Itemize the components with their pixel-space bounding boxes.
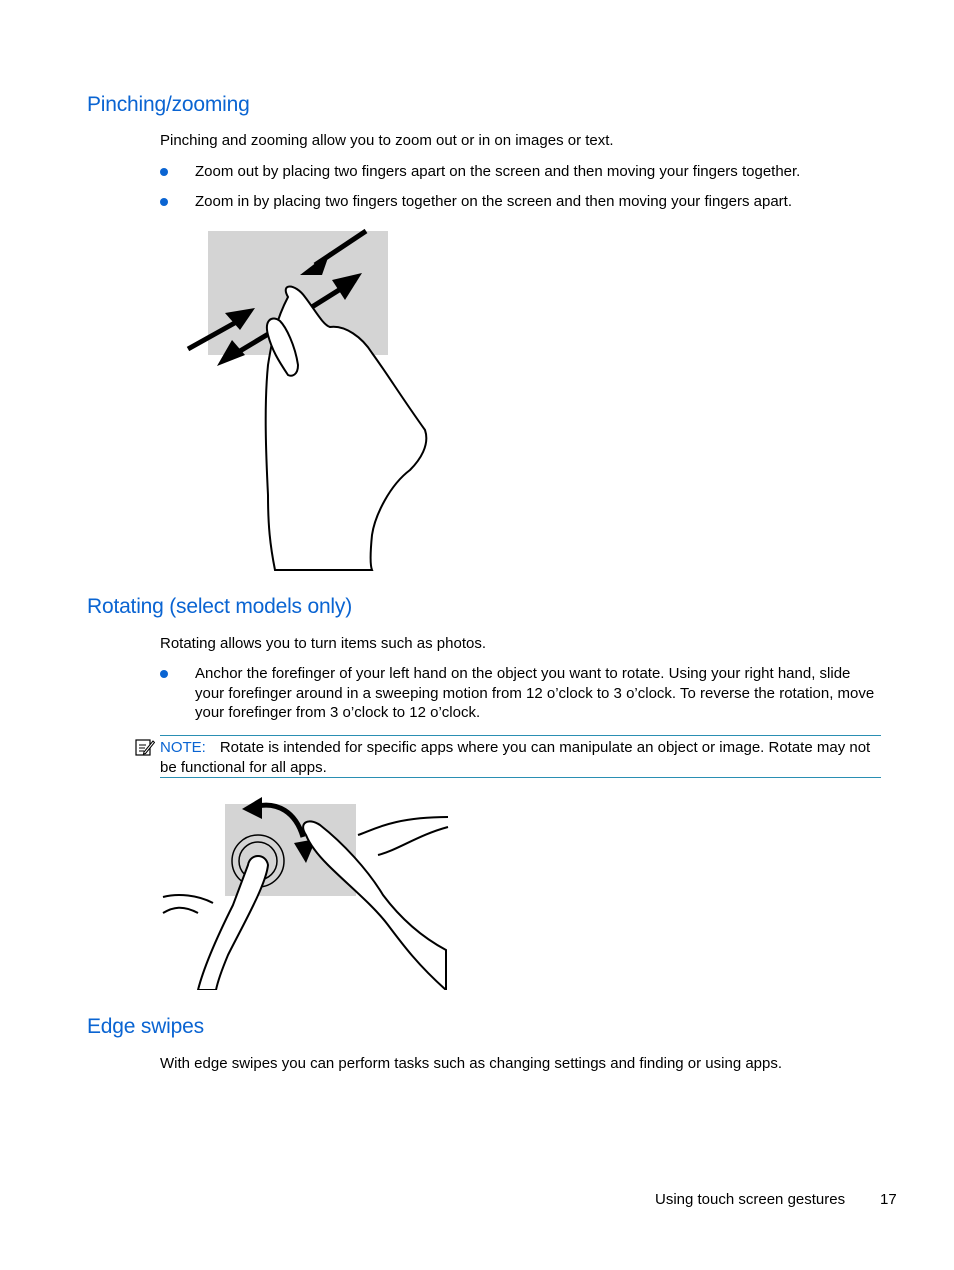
- footer-section-title: Using touch screen gestures: [655, 1191, 846, 1208]
- bullet-dot: [160, 168, 168, 176]
- rotate-illustration: [158, 795, 458, 990]
- note-label: NOTE:: [160, 739, 206, 756]
- note-pencil-icon: [135, 737, 155, 757]
- rotate-bullet: Anchor the forefinger of your left hand on the object you want to rotate. Using your right hand, slide your forefinger around in a sweeping motion from 12 o’clock to 3 o’clock. To reverse the rotation, move your forefinger from 3 o’clock to 12 o’clock.: [195, 665, 875, 721]
- note-text: [160, 738, 875, 777]
- pinch-bullet-zoom-in: Zoom in by placing two fingers together on the screen and then moving your fingers apart.: [195, 193, 793, 210]
- heading-edge-swipes: Edge swipes: [87, 1015, 204, 1038]
- hand-outline: [266, 287, 427, 571]
- pinch-intro: Pinching and zooming allow you to zoom out or in on images or text.: [160, 132, 614, 149]
- footer-page-number: 17: [880, 1191, 897, 1208]
- left-hand-outline: [163, 856, 268, 990]
- rotate-intro: Rotating allows you to turn items such as photos.: [160, 635, 487, 652]
- pinch-zoom-illustration: [180, 225, 440, 575]
- heading-rotating: Rotating (select models only): [87, 595, 352, 618]
- heading-pinching-zooming: Pinching/zooming: [87, 93, 250, 116]
- note-body: Rotate is intended for specific apps where you can manipulate an object or image. Rotate may not be functional for all apps.: [160, 739, 871, 776]
- bullet-dot: [160, 198, 168, 206]
- pinch-bullet-zoom-out: Zoom out by placing two fingers apart on the screen and then moving your fingers together.: [195, 163, 801, 180]
- note-box: [160, 735, 881, 778]
- bullet-dot: [160, 670, 168, 678]
- edge-intro: With edge swipes you can perform tasks such as changing settings and finding or using apps.: [160, 1055, 783, 1072]
- right-hand-outline: [303, 817, 448, 990]
